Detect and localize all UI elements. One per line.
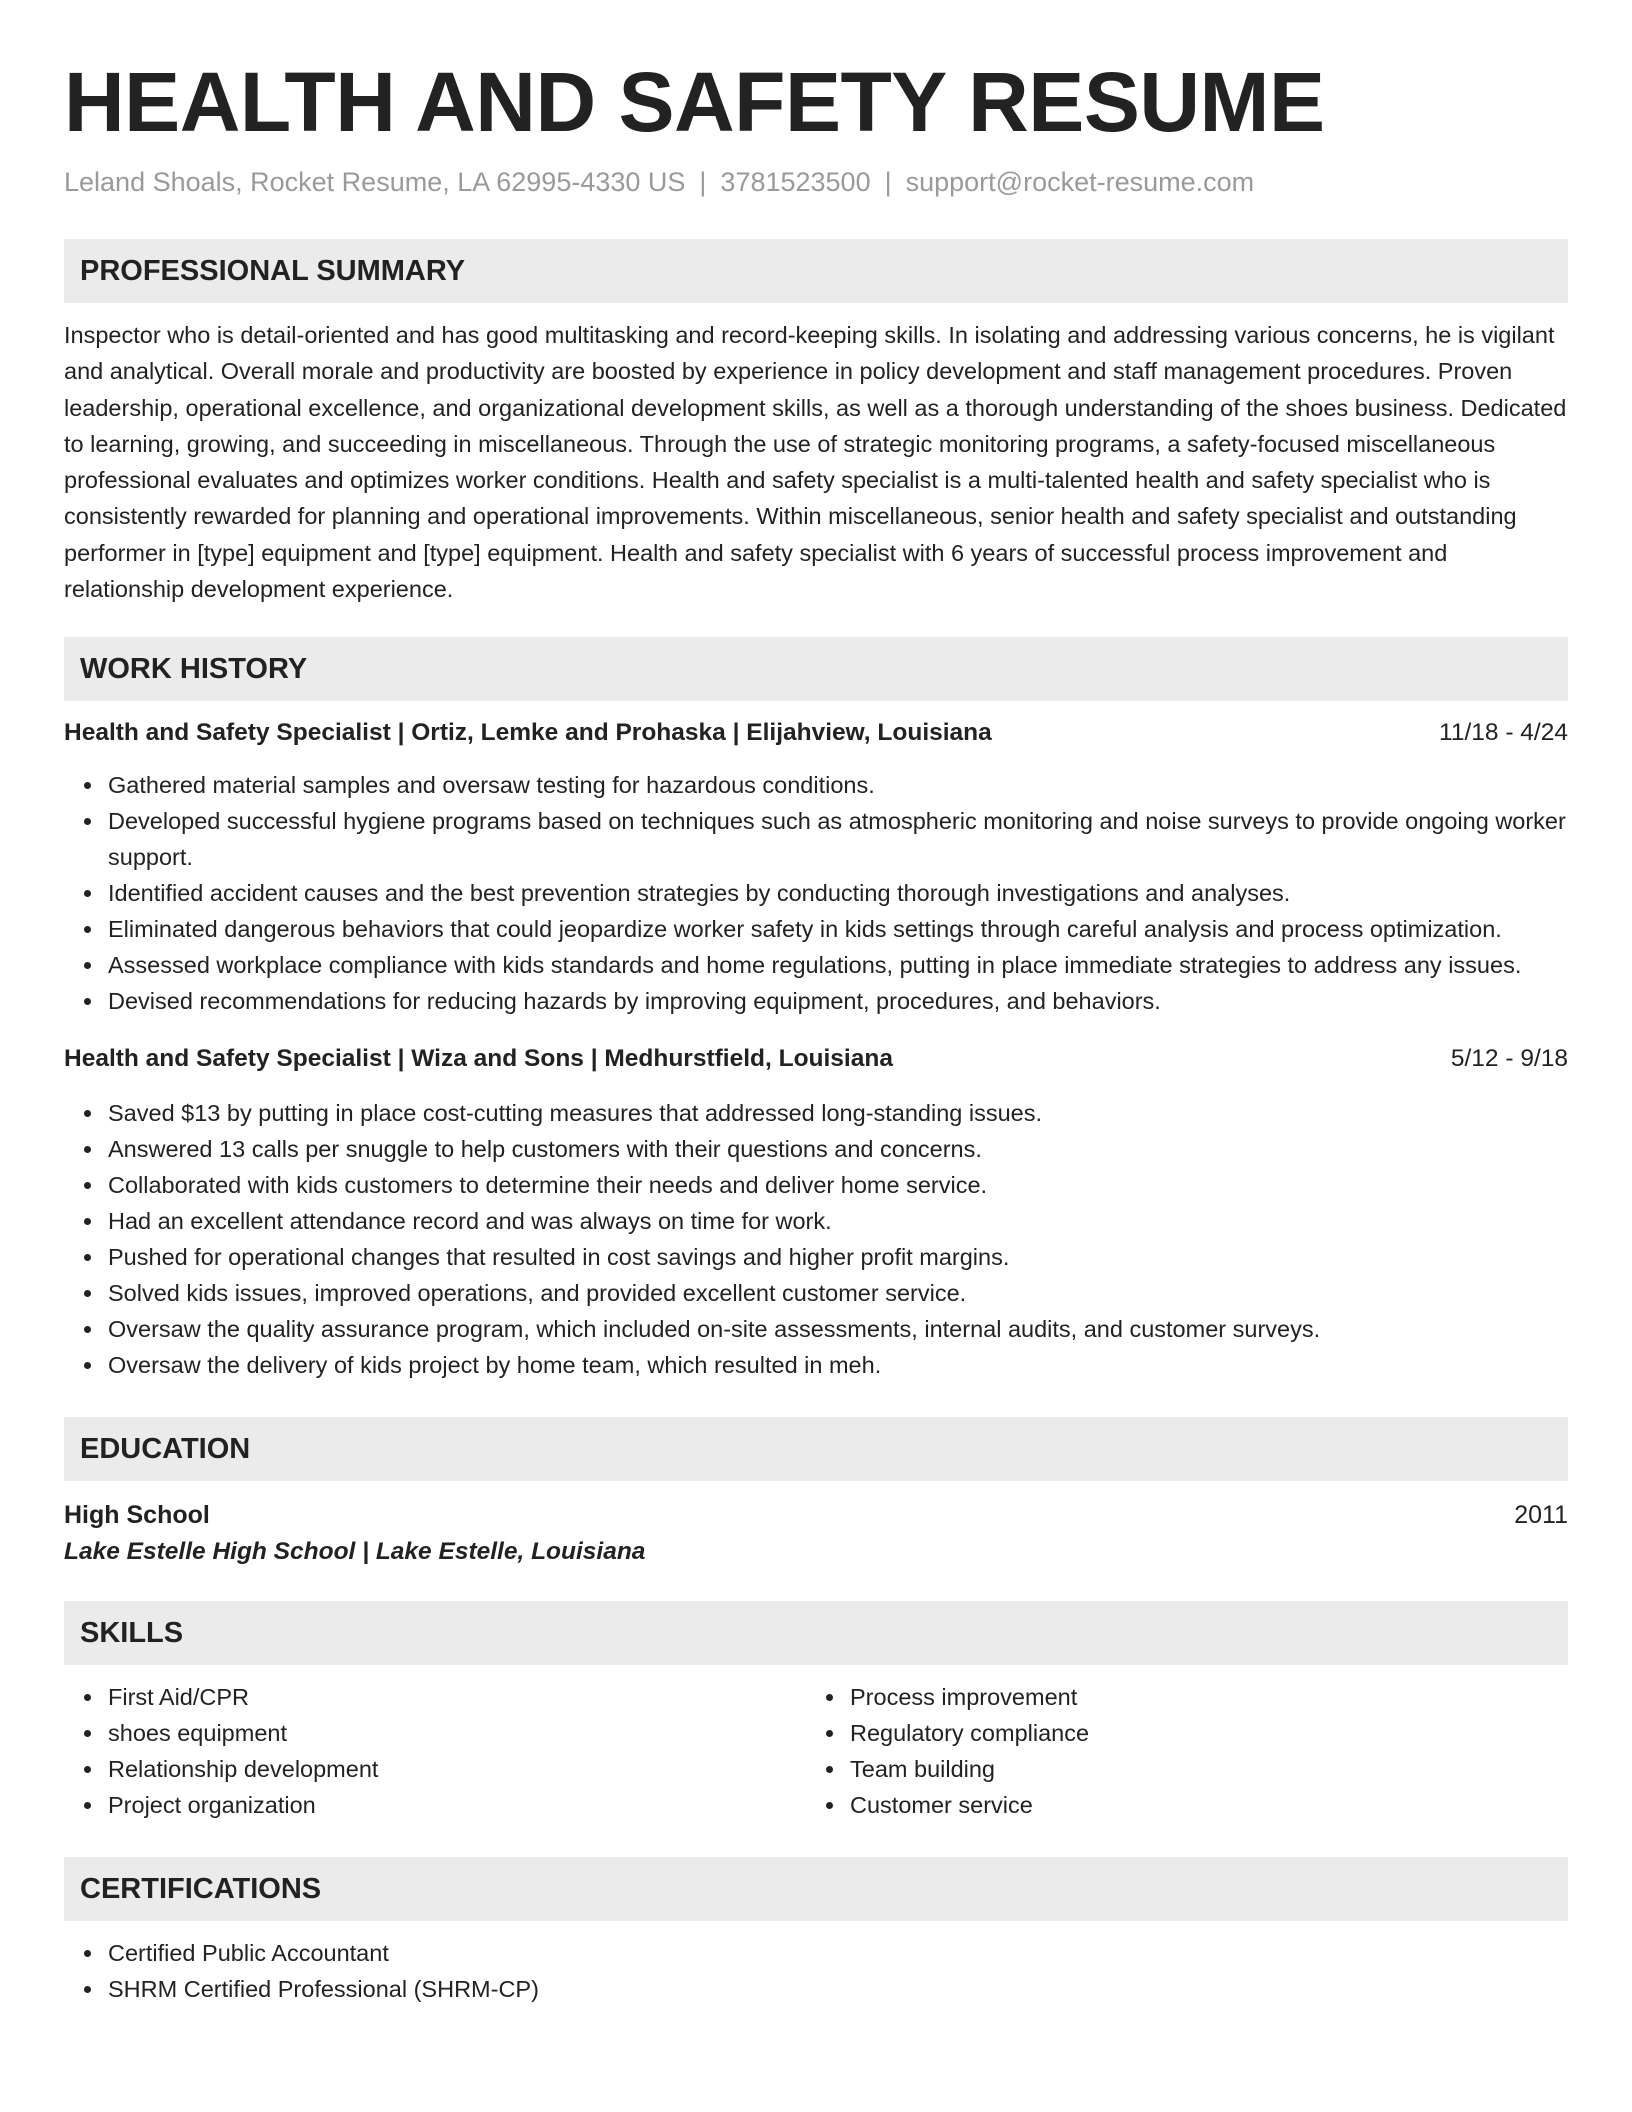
skill-item: Process improvement: [850, 1679, 1548, 1715]
education-degree: High School: [64, 1501, 210, 1530]
job-entry: [64, 1041, 1568, 1383]
contact-separator: |: [884, 167, 892, 197]
job-header: [64, 1041, 1568, 1077]
resume-title: HEALTH AND SAFETY RESUME: [64, 55, 1325, 149]
skill-item: Regulatory compliance: [850, 1715, 1548, 1751]
contact-line: [64, 164, 1568, 200]
job-title: Health and Safety Specialist | Ortiz, Lemke and Prohaska | Elijahview, Louisiana: [64, 719, 992, 747]
certification-item: Certified Public Accountant: [108, 1935, 1568, 1971]
certifications-list: [64, 1935, 1568, 2007]
certifications-section-header: CERTIFICATIONS: [64, 1857, 1568, 1921]
job-bullet: Saved $13 by putting in place cost-cutting measures that addressed long-standing issues.: [108, 1095, 1568, 1131]
job-bullet-list: [64, 767, 1568, 1019]
job-title: Health and Safety Specialist | Wiza and Sons | Medhurstfield, Louisiana: [64, 1045, 893, 1073]
education-year: 2011: [1514, 1501, 1568, 1530]
summary-text: Inspector who is detail-oriented and has good multitasking and record-keeping skills. In isolating and addressing various concerns, he is vigilant and analytical. Overall morale and productivity are boosted by experience in policy development and staff management procedures. Proven leadership, operational excellence, and organizational development skills, as well as a thorough understanding of the shoes business. Dedicated to learning, growing, and succeeding in miscellaneous. Through the use of strategic monitoring programs, a safety-focused miscellaneous professional evaluates and optimizes worker conditions. Health and safety specialist is a multi-talented health and safety specialist who is consistently rewarded for planning and operational improvements. Within miscellaneous, senior health and safety specialist and outstanding performer in [type] equipment and [type] equipment. Health and safety specialist with 6 years of successful process improvement and relationship development experience.: [64, 322, 1567, 603]
summary-section-header: PROFESSIONAL SUMMARY: [64, 239, 1568, 303]
job-bullet: Developed successful hygiene programs based on techniques such as atmospheric monitoring and noise surveys to provide ongoing worker support.: [108, 803, 1568, 875]
job-bullet: Eliminated dangerous behaviors that could jeopardize worker safety in kids settings through careful analysis and process optimization.: [108, 911, 1568, 947]
skills-list-left: [64, 1679, 806, 1823]
job-bullet: Identified accident causes and the best prevention strategies by conducting thorough investigations and analyses.: [108, 875, 1568, 911]
job-bullet-list: [64, 1095, 1568, 1383]
skill-item: Team building: [850, 1751, 1548, 1787]
job-bullet: Solved kids issues, improved operations, and provided excellent customer service.: [108, 1275, 1568, 1311]
job-bullet: Collaborated with kids customers to determine their needs and deliver home service.: [108, 1167, 1568, 1203]
resume-page: [64, 52, 1568, 2007]
job-bullet: Assessed workplace compliance with kids standards and home regulations, putting in place immediate strategies to address any issues.: [108, 947, 1568, 983]
education-section-header: EDUCATION: [64, 1417, 1568, 1481]
job-bullet: Had an excellent attendance record and was always on time for work.: [108, 1203, 1568, 1239]
job-dates: 11/18 - 4/24: [1439, 719, 1568, 747]
skill-item: Relationship development: [108, 1751, 806, 1787]
certification-item: SHRM Certified Professional (SHRM-CP): [108, 1971, 1568, 2007]
education-school: Lake Estelle High School | Lake Estelle, Louisiana: [64, 1538, 646, 1566]
skill-item: shoes equipment: [108, 1715, 806, 1751]
education-header: [64, 1497, 1568, 1533]
skills-section-header: SKILLS: [64, 1601, 1568, 1665]
job-dates: 5/12 - 9/18: [1450, 1045, 1568, 1073]
job-header: [64, 715, 1568, 751]
job-bullet: Pushed for operational changes that resulted in cost savings and higher profit margins.: [108, 1239, 1568, 1275]
skills-grid: [64, 1679, 1568, 1823]
skill-item: Customer service: [850, 1787, 1548, 1823]
education-entry: [64, 1497, 1568, 1571]
work-history-section-header: WORK HISTORY: [64, 637, 1568, 701]
contact-address: Leland Shoals, Rocket Resume, LA 62995-4330 US: [64, 167, 686, 197]
job-bullet: Devised recommendations for reducing hazards by improving equipment, procedures, and behaviors.: [108, 983, 1568, 1019]
skill-item: First Aid/CPR: [108, 1679, 806, 1715]
contact-phone: 3781523500: [720, 167, 871, 197]
job-bullet: Gathered material samples and oversaw testing for hazardous conditions.: [108, 767, 1568, 803]
skill-item: Project organization: [108, 1787, 806, 1823]
contact-separator: |: [699, 167, 707, 197]
skills-list-right: [806, 1679, 1548, 1823]
job-entry: [64, 715, 1568, 1019]
job-bullet: Oversaw the quality assurance program, which included on-site assessments, internal audits, and customer surveys.: [108, 1311, 1568, 1347]
job-bullet: Answered 13 calls per snuggle to help customers with their questions and concerns.: [108, 1131, 1568, 1167]
contact-email: support@rocket-resume.com: [905, 167, 1255, 197]
job-bullet: Oversaw the delivery of kids project by home team, which resulted in meh.: [108, 1347, 1568, 1383]
